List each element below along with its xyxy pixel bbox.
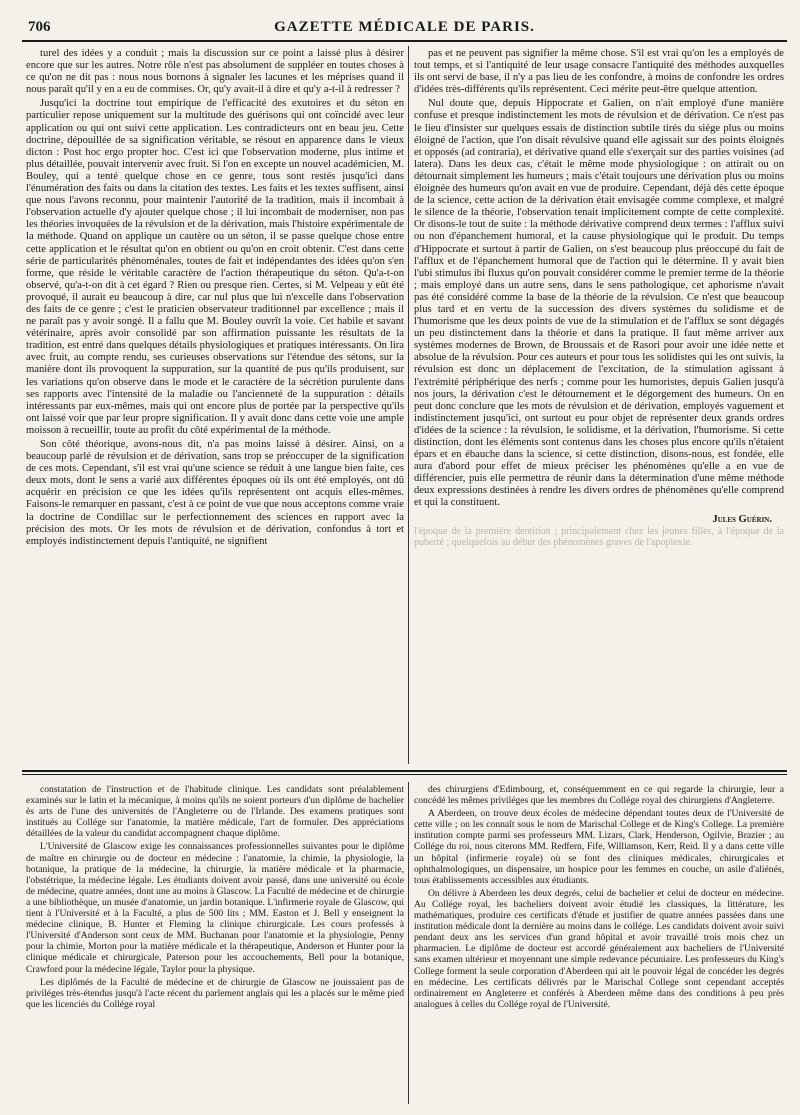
article-paragraph: turel des idées y a conduit ; mais la discussion sur ce point a laissé plus à désirer encore que sur les autres. Notre rôle n'est pas absolument de suppléer en toutes choses à ce qu'on ne dit pas : nous nous bornons à signaler les lacunes et les méprises quand il nous paraît qu'il y en a eu de commises. Or, qu'y avait-il à dire et qu'y a-t-il à redresser ?: [26, 48, 404, 96]
feuilleton-paragraph: A Aberdeen, on trouve deux écoles de médecine dépendant toutes deux de l'Université de cette ville ; on les connaît sous le nom de Marischal College et de King's College. La première institution compte parmi ses professeurs MM. Lizars, Clark, Henderson, Ogilvie, Brazier ; au Collége du roi, nous citerons MM. Redfern, Fife, Williamson, Kerr, Reid. Il y a dans cette ville un hôpital (infirmerie royale) où se font des cliniques médicales, chirurgicales et ophthalmologiques, un dispensaire, un hospice pour les femmes en couche, un asile d'aliénés, tous établissements accessibles aux étudiants.: [414, 808, 784, 886]
feuilleton-paragraph: des chirurgiens d'Edimbourg, et, conséquemment en ce qui regarde la chirurgie, leur a concédé les mêmes priviléges que les membres du Collége royal des chirurgiens d'Angleterre.: [414, 784, 784, 807]
article-column-left: [26, 48, 404, 764]
article-column-right: [414, 48, 784, 764]
column-divider-lower: [408, 782, 409, 1104]
newspaper-page: [22, 14, 787, 1109]
feuilleton-paragraph: Les diplômés de la Faculté de médecine et de chirurgie de Glascow ne jouissaient pas de priviléges très-étendus jusqu'à l'acte récent du parlement anglais qui les a placés sur le même pied que les licenciés du Collége royal: [26, 976, 404, 1010]
feuilleton-paragraph: constatation de l'instruction et de l'habitude clinique. Les candidats sont préalablement examinés sur le latin et la mécanique, à moins qu'ils ne soient porteurs d'un diplôme de bachelier ès arts de l'une des universités de l'Angleterre ou de l'Irlande. Des examens pratiques sont institués au Collége sur l'anatomie, la matière médicale, l'art de formuler. Des appréciations détaillées de la valeur du candidat accompagnent chaque diplôme.: [26, 784, 404, 840]
article-paragraph: Jusqu'ici la doctrine tout empirique de l'efficacité des exutoires et du séton en particulier repose uniquement sur la multitude des guérisons qui ont coïncidé avec leur application ou qui ont suivi cette application. Les contradicteurs ont en beau jeu. Cette doctrine, dépouillée de sa signification véritable, se résout en apparence dans le vieux dicton : Post hoc ergo propter hoc. C'est ici que l'observation moderne, plus intime et plus détaillée, pouvait intervenir avec fruit. Si l'on en excepte un nouvel académicien, M. Bouley, qui a tenté quelque chose en ce genre, tous sont restés jusqu'ici dans l'énumération des faits ou dans la citation des textes. Les faits et les textes suffisent, ainsi que nous l'avons reconnu, pour maintenir l'autorité de la tradition, mais il incombait à l'observation actuelle d'y ajouter quelque chose ; il lui incombait de moderniser, non pas les théories invoquées de la révulsion et de la dérivation, mais l'histoire expérimentale de la méthode. Quand on applique un cautère ou un séton, il se passe quelque chose entre cette application et le résultat qu'on en obtient ou qu'on en croit obtenir. C'est dans cette série de particularités phénoménales, toutes de fait et indépendantes des idées qu'on s'en forme, que réside le véritable caractère de l'action thérapeutique du séton. Qu'a-t-on observé, qu'a-t-on dit à cet égard ? Rien ou presque rien. Certes, si M. Velpeau y eût été provoqué, il aurait eu beaucoup à dire, car nul plus que lui n'excelle dans l'observation des faits de ce genre ; c'est le praticien observateur traditionnel par excellence ; mais il ne paraît pas y avoir songé. Il a fallu que M. Bouley ouvrît la voie. Cet habile et savant vétérinaire, après avoir consolidé par son affirmation puissante les résultats de la tradition, est entré dans quelques détails physiologiques et pratiques intéressants. On lira avec fruit, au compte rendu, ses curieuses observations sur l'étendue des sétons, sur la manière dont ils provoquent la suppuration, sur la quantité de pus qu'ils produisent, sur les variations qu'on observe dans le mode et le caractère de la sécrétion purulente dans ses rapports avec l'intensité de la maladie ou l'ancienneté de la suppuration : détails intéressants par eux-mêmes, mais qui ont encore plus de portée par la perspective qu'ils ont laissé voir que par leur propre signification. Il y avait donc dans cette voie une ample moisson à recueillir, toute au profit du côté expérimental de la méthode.: [26, 98, 404, 436]
bleed-through-text: l'époque de la première dentition ; principalement chez les jeunes filles, à l'époque de la puberté ; quelquefois au début des phénomènes graves de l'apoplexie.: [414, 525, 784, 548]
journal-title: GAZETTE MÉDICALE DE PARIS.: [274, 19, 535, 35]
article-paragraph: pas et ne peuvent pas signifier la même chose. S'il est vrai qu'on les a employés de tout temps, et si l'antiquité de leur usage consacre l'antiquité des méthodes auxquelles ils ont servi de base, il n'y a pas lieu de les confondre, à moins de confondre les ordres d'idées très-différents qu'ils représentent. Ceci mérite peut-être quelque attention.: [414, 48, 784, 96]
page-number: 706: [28, 19, 51, 35]
section-divider-thin: [22, 774, 787, 775]
author-signature: Jules Guérin.: [712, 513, 772, 525]
feuilleton-paragraph: L'Université de Glascow exige les connaissances professionnelles suivantes pour le diplôme de maître en chirurgie ou de docteur en médecine : l'anatomie, la chimie, la physiologie, la botanique, la pratique de la médecine, la chirurgie, la matière médicale et la pharmacie, l'obstétrique, la médecine légale. Les étudiants doivent avoir passé, dans une université ou école de médecine, quatre années, dont une au moins à Glascow. La Faculté de médecine et de chirurgie a une bibliothèque, un musée d'anatomie, un jardin botanique. L'infirmerie royale de Glascow, qui tient à l'Université et à la Faculté, a plus de 500 lits ; MM. Easton et J. Bell y enseignent la médecine clinique, B. Hunter et Fleming la clinique chirurgicale. Les cours professés à l'Université d'Anderson sont ceux de MM. Buchanan pour l'anatomie et la physiologie, Penny pour la chimie, Morton pour la matière médicale et la thérapeutique, Anderson et Hunter pour la clinique médicale et chirurgicale, Paterson pour les accouchements, Bell pour la botanique, Crawford pour la médecine légale, Taylor pour la physique.: [26, 841, 404, 975]
feuilleton-column-right: [414, 784, 784, 1104]
column-divider: [408, 46, 409, 764]
article-paragraph: Son côté théorique, avons-nous dit, n'a pas moins laissé à désirer. Ainsi, on a beaucoup parlé de révulsion et de dérivation, sans trop se préoccuper de la signification de ces mots. Cependant, s'il est vrai qu'une science se réduit à une langue bien faite, ces deux mots, dont le sens a varié aux différentes époques où ils ont été employés, ont dû acquérir en précision ce que les idées qu'ils représentent ont acquis elles-mêmes. Faisons-le remarquer en passant, c'est à ce point de vue que nous acceptons comme vraie la doctrine de Condillac sur le perfectionnement des sciences en rapport avec la précision des mots. Or les mots de révulsion et de dérivation, confondus à tort et employés indistinctement depuis l'antiquité, ne signifient: [26, 439, 404, 547]
feuilleton-paragraph: On délivre à Aberdeen les deux degrés, celui de bachelier et celui de docteur en médecine. Au Collége royal, les bacheliers doivent avoir étudié les classiques, la littérature, les mathématiques, produire ces certificats d'étude et justifier de quatre années passées dans une institution médicale dont la dernière au moins dans le collége. Les candidats doivent avoir suivi pendant deux ans les services d'un grand hôpital et avoir travaillé trois mois chez un pharmacien. Le diplôme de docteur est accordé généralement aux bacheliers de l'Université sans examen ultérieur et moyennant une simple redevance pécuniaire. Les professeurs du King's College forment la seule corporation d'Aberdeen qui ait le pouvoir légal de concéder les degrés en médecine. Les certificats délivrés par le Marischal College sont cependant acceptés ordinairement en Angleterre et conférés à Aberdeen même dans des conditions à peu près analogues à celles du Collége royal de l'Université.: [414, 887, 784, 1010]
article-paragraph: Nul doute que, depuis Hippocrate et Galien, on n'ait employé d'une manière confuse et presque indistinctement les mots de révulsion et de dérivation. Ce n'est pas le lieu d'insister sur quelques essais de distinction subtile tirés du siége plus ou moins éloigné de l'action, que l'on disait révulsive quand elle agissait sur des points éloignés et opposés (ad contraria), et dérivative quand elle s'exerçait sur des parties voisines (ad latera). Dans les deux cas, c'était le même mode physiologique : on attirait ou on détournait simplement les humeurs ; mais c'était toujours une dérivation plus ou moins éloignée des humeurs qu'on avait en vue de produire. Cependant, déjà dès cette époque de la science, cette action de la dérivation était envisagée comme complexe, et malgré le silence de la théorie, l'observation tenait implicitement compte de cette complexité. Or disons-le tout de suite : la méthode dérivative comprend deux termes : l'afflux suivi ou non d'épanchement humoral, et la cause physiologique qui le produit. Du temps d'Hippocrate et surtout à partir de Galien, on s'est beaucoup plus préoccupé du fait de l'afflux et de l'épanchement humoral que de l'action qui le détermine. Il y avait bien l'ubi stimulus ibi fluxus qu'on pouvait considérer comme le premier terme de la théorie ; mais employé dans un autre sens, dans le sens pathologique, cet aphorisme n'avait pas été considéré comme la base de la théorie de la révulsion. Ce n'est que beaucoup plus tard et en vertu de la succession des divers systèmes du solidisme et de l'humorisme que les deux points de vue de la stimulation et de l'afflux se sont dégagés un peu distinctement dans la théorie et dans la pratique. Il faut même arriver aux systèmes modernes de Brown, de Broussais et de Rasori pour avoir une idée nette et absolue de la révulsion. Pour ces auteurs et pour tous les solidistes qui les ont suivis, la révulsion est donc un déplacement de l'excitation, de la stimulation agissant à l'extrémité périphérique des nerfs ; comme pour les humoristes, depuis Galien jusqu'à nos jours, la dérivation c'est le détournement et le dégorgement des humeurs. On en peut donc conclure que les mots de révulsion et de dérivation, employés vaguement et indistinctement jusqu'ici, ont surtout eu pour objet de représenter deux grands ordres d'idées de la science : la révulsion, le solidisme, et la dérivation, l'humorisme. Si cette distinction, dont les éléments sont contenus dans les choses plus encore qu'ils n'étaient épars et en ébauche dans la science, si cette distinction, disons-nous, est fondée, elle aura d'abord pour effet de mieux préciser les phénomènes qu'elle a en vue de différencier, puis elle permettra de réunir dans la détermination d'une même méthode deux expressions destinées à rendre les divers ordres de phénomènes qu'elle comprend et qui la constituent.: [414, 98, 784, 509]
section-divider: [22, 770, 787, 772]
feuilleton-column-left: [26, 784, 404, 1104]
page-header: [22, 14, 787, 42]
